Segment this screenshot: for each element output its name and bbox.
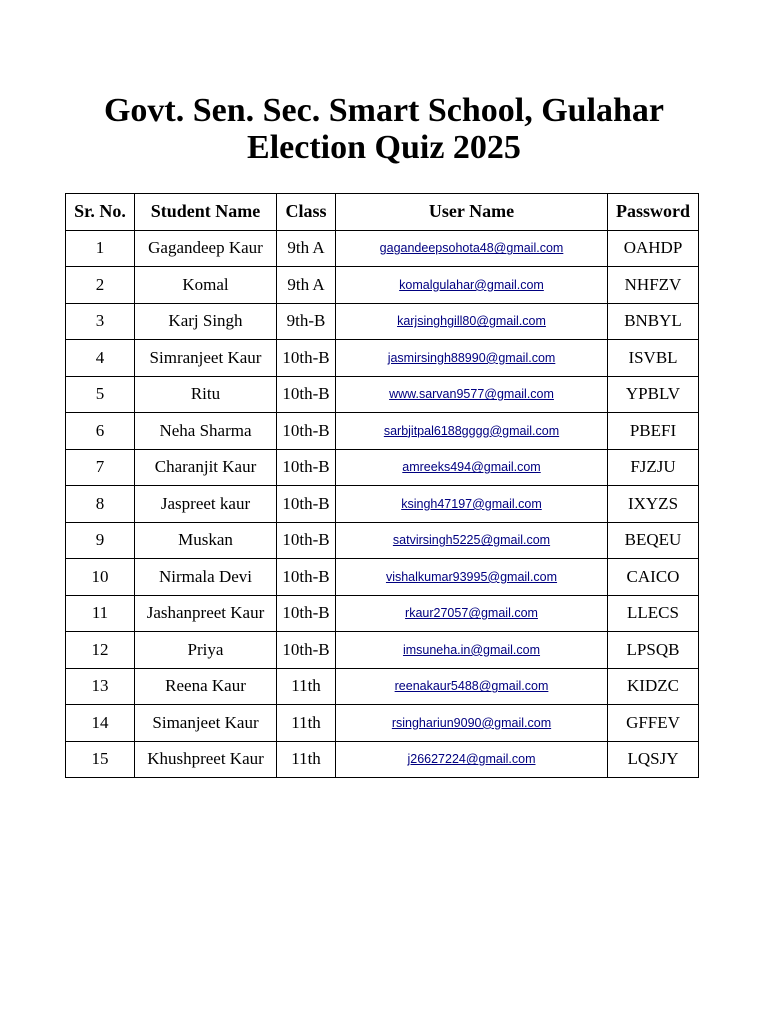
cell-sr-no: 6 <box>66 413 135 450</box>
document-title <box>0 92 768 166</box>
cell-user-name <box>336 522 608 559</box>
cell-user-name <box>336 303 608 340</box>
email-link[interactable]: rkaur27057@gmail.com <box>405 606 538 621</box>
cell-user-name <box>336 267 608 304</box>
cell-sr-no: 14 <box>66 705 135 742</box>
cell-student-name: Jaspreet kaur <box>135 486 277 523</box>
cell-sr-no: 12 <box>66 632 135 669</box>
cell-password: LQSJY <box>608 741 699 778</box>
table-row <box>66 522 699 559</box>
email-link[interactable]: jasmirsingh88990@gmail.com <box>387 350 556 365</box>
header-user-name: User Name <box>336 194 608 231</box>
table-row <box>66 595 699 632</box>
cell-class: 10th-B <box>277 486 336 523</box>
cell-student-name: Ritu <box>135 376 277 413</box>
table-row <box>66 267 699 304</box>
email-link[interactable]: j26627224@gmail.com <box>407 752 536 767</box>
table-row <box>66 303 699 340</box>
cell-password: PBEFI <box>608 413 699 450</box>
email-link[interactable]: vishalkumar93995@gmail.com <box>385 569 558 584</box>
cell-student-name: Simranjeet Kaur <box>135 340 277 377</box>
cell-class: 10th-B <box>277 376 336 413</box>
cell-password: LPSQB <box>608 632 699 669</box>
cell-student-name: Charanjit Kaur <box>135 449 277 486</box>
table-row <box>66 340 699 377</box>
cell-password: OAHDP <box>608 230 699 267</box>
table-row <box>66 559 699 596</box>
cell-user-name <box>336 632 608 669</box>
cell-class: 10th-B <box>277 340 336 377</box>
email-link[interactable]: komalgulahar@gmail.com <box>399 277 544 292</box>
table-row <box>66 705 699 742</box>
cell-sr-no: 10 <box>66 559 135 596</box>
header-password: Password <box>608 194 699 231</box>
cell-user-name <box>336 449 608 486</box>
cell-sr-no: 8 <box>66 486 135 523</box>
cell-student-name: Komal <box>135 267 277 304</box>
cell-sr-no: 1 <box>66 230 135 267</box>
header-sr-no: Sr. No. <box>66 194 135 231</box>
cell-user-name <box>336 376 608 413</box>
cell-password: LLECS <box>608 595 699 632</box>
cell-student-name: Khushpreet Kaur <box>135 741 277 778</box>
cell-class: 10th-B <box>277 559 336 596</box>
cell-password: GFFEV <box>608 705 699 742</box>
cell-student-name: Muskan <box>135 522 277 559</box>
cell-student-name: Karj Singh <box>135 303 277 340</box>
cell-user-name <box>336 486 608 523</box>
email-link[interactable]: rsinghariun9090@gmail.com <box>391 715 552 730</box>
cell-class: 10th-B <box>277 413 336 450</box>
email-link[interactable]: imsuneha.in@gmail.com <box>402 642 541 657</box>
cell-user-name <box>336 741 608 778</box>
table-row <box>66 668 699 705</box>
cell-sr-no: 15 <box>66 741 135 778</box>
table-row <box>66 449 699 486</box>
cell-student-name: Reena Kaur <box>135 668 277 705</box>
cell-student-name: Simanjeet Kaur <box>135 705 277 742</box>
cell-user-name <box>336 668 608 705</box>
table-row <box>66 486 699 523</box>
email-link[interactable]: reenakaur5488@gmail.com <box>394 679 549 694</box>
table-row <box>66 632 699 669</box>
cell-password: BNBYL <box>608 303 699 340</box>
cell-sr-no: 3 <box>66 303 135 340</box>
cell-student-name: Neha Sharma <box>135 413 277 450</box>
cell-user-name <box>336 413 608 450</box>
table-row <box>66 413 699 450</box>
table-header-row <box>66 194 699 231</box>
cell-sr-no: 7 <box>66 449 135 486</box>
cell-class: 9th A <box>277 230 336 267</box>
student-credentials-table <box>65 193 699 778</box>
email-link[interactable]: gagandeepsohota48@gmail.com <box>379 241 564 256</box>
quiz-title-heading: Election Quiz 2025 <box>247 129 521 166</box>
cell-password: BEQEU <box>608 522 699 559</box>
cell-password: FJZJU <box>608 449 699 486</box>
email-link[interactable]: sarbjitpal6188gggg@gmail.com <box>383 423 560 438</box>
table-body <box>66 230 699 778</box>
cell-password: ISVBL <box>608 340 699 377</box>
email-link[interactable]: ksingh47197@gmail.com <box>401 496 542 511</box>
cell-student-name: Gagandeep Kaur <box>135 230 277 267</box>
cell-password: IXYZS <box>608 486 699 523</box>
cell-student-name: Nirmala Devi <box>135 559 277 596</box>
cell-user-name <box>336 705 608 742</box>
cell-class: 10th-B <box>277 522 336 559</box>
cell-user-name <box>336 340 608 377</box>
header-student-name: Student Name <box>135 194 277 231</box>
cell-class: 11th <box>277 741 336 778</box>
cell-class: 11th <box>277 668 336 705</box>
email-link[interactable]: www.sarvan9577@gmail.com <box>389 387 554 402</box>
cell-user-name <box>336 595 608 632</box>
cell-password: CAICO <box>608 559 699 596</box>
cell-password: KIDZC <box>608 668 699 705</box>
cell-sr-no: 5 <box>66 376 135 413</box>
cell-student-name: Jashanpreet Kaur <box>135 595 277 632</box>
school-name-heading: Govt. Sen. Sec. Smart School, Gulahar <box>103 92 665 129</box>
cell-class: 10th-B <box>277 449 336 486</box>
table-row <box>66 376 699 413</box>
email-link[interactable]: satvirsingh5225@gmail.com <box>392 533 551 548</box>
cell-password: YPBLV <box>608 376 699 413</box>
cell-sr-no: 13 <box>66 668 135 705</box>
cell-password: NHFZV <box>608 267 699 304</box>
cell-class: 10th-B <box>277 632 336 669</box>
cell-class: 10th-B <box>277 595 336 632</box>
cell-sr-no: 9 <box>66 522 135 559</box>
cell-student-name: Priya <box>135 632 277 669</box>
cell-class: 9th-B <box>277 303 336 340</box>
cell-class: 11th <box>277 705 336 742</box>
header-class: Class <box>277 194 336 231</box>
email-link[interactable]: karjsinghgill80@gmail.com <box>397 314 546 329</box>
cell-sr-no: 2 <box>66 267 135 304</box>
cell-sr-no: 11 <box>66 595 135 632</box>
cell-sr-no: 4 <box>66 340 135 377</box>
table-row <box>66 741 699 778</box>
cell-user-name <box>336 230 608 267</box>
cell-class: 9th A <box>277 267 336 304</box>
cell-user-name <box>336 559 608 596</box>
email-link[interactable]: amreeks494@gmail.com <box>402 460 541 475</box>
table-row <box>66 230 699 267</box>
